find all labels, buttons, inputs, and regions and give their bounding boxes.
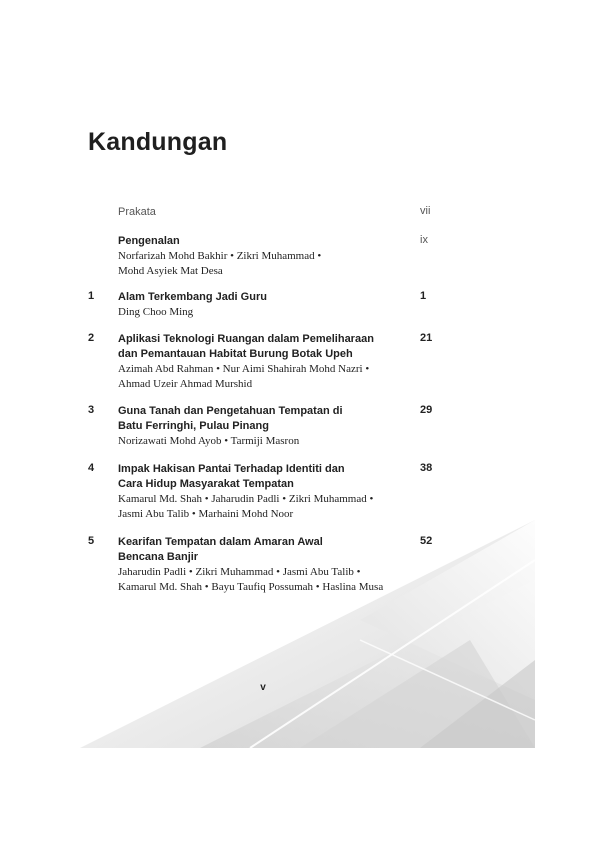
entry-authors-line: Mohd Asyiek Mat Desa	[118, 265, 223, 277]
chapter-title-line: Cara Hidup Masyarakat Tempatan	[118, 478, 294, 490]
chapter-authors-line: Jasmi Abu Talib • Marhaini Mohd Noor	[118, 508, 294, 520]
chapter-authors-line: Jaharudin Padli • Zikri Muhammad • Jasmi Abu Talib •	[118, 566, 361, 578]
chapter-title-line: dan Pemantauan Habitat Burung Botak Upeh	[118, 348, 353, 360]
entry-title: Prakata	[118, 206, 156, 218]
chapter-page-number: 1	[420, 290, 427, 302]
chapter-authors-line: Norizawati Mohd Ayob • Tarmiji Masron	[118, 435, 300, 447]
chapter-title-line: Aplikasi Teknologi Ruangan dalam Pemeliharaan	[118, 333, 374, 345]
chapter-page-number: 21	[420, 332, 433, 344]
entry-authors-line: Norfarizah Mohd Bakhir • Zikri Muhammad •	[118, 250, 322, 262]
chapter-number: 2	[88, 332, 95, 344]
chapter-page-number: 29	[420, 404, 433, 416]
page-folio-number: v	[260, 682, 266, 693]
chapter-title-line: Kearifan Tempatan dalam Amaran Awal	[118, 536, 323, 548]
chapter-title-line: Bencana Banjir	[118, 551, 199, 563]
chapter-page-number: 38	[420, 462, 433, 474]
entry-title: Pengenalan	[118, 235, 180, 247]
chapter-title-line: Batu Ferringhi, Pulau Pinang	[118, 420, 269, 432]
chapter-number: 1	[88, 290, 95, 302]
page-title: Kandungan	[88, 128, 228, 156]
chapter-authors-line: Kamarul Md. Shah • Bayu Taufiq Possumah • Haslina Musa	[118, 581, 384, 593]
chapter-number: 5	[88, 535, 95, 547]
entry-page-number: vii	[420, 205, 431, 217]
chapter-title-line: Impak Hakisan Pantai Terhadap Identiti dan	[118, 463, 345, 475]
entry-page-number: ix	[420, 234, 428, 246]
chapter-title-line: Guna Tanah dan Pengetahuan Tempatan di	[118, 405, 343, 417]
chapter-page-number: 52	[420, 535, 433, 547]
chapter-authors-line: Ding Choo Ming	[118, 306, 194, 318]
chapter-number: 3	[88, 404, 95, 416]
chapter-authors-line: Kamarul Md. Shah • Jaharudin Padli • Zikri Muhammad •	[118, 493, 374, 505]
chapter-authors-line: Azimah Abd Rahman • Nur Aimi Shahirah Mohd Nazri •	[118, 363, 370, 375]
chapter-number: 4	[88, 462, 95, 474]
chapter-authors-line: Ahmad Uzeir Ahmad Murshid	[118, 378, 253, 390]
chapter-title-line: Alam Terkembang Jadi Guru	[118, 291, 267, 303]
